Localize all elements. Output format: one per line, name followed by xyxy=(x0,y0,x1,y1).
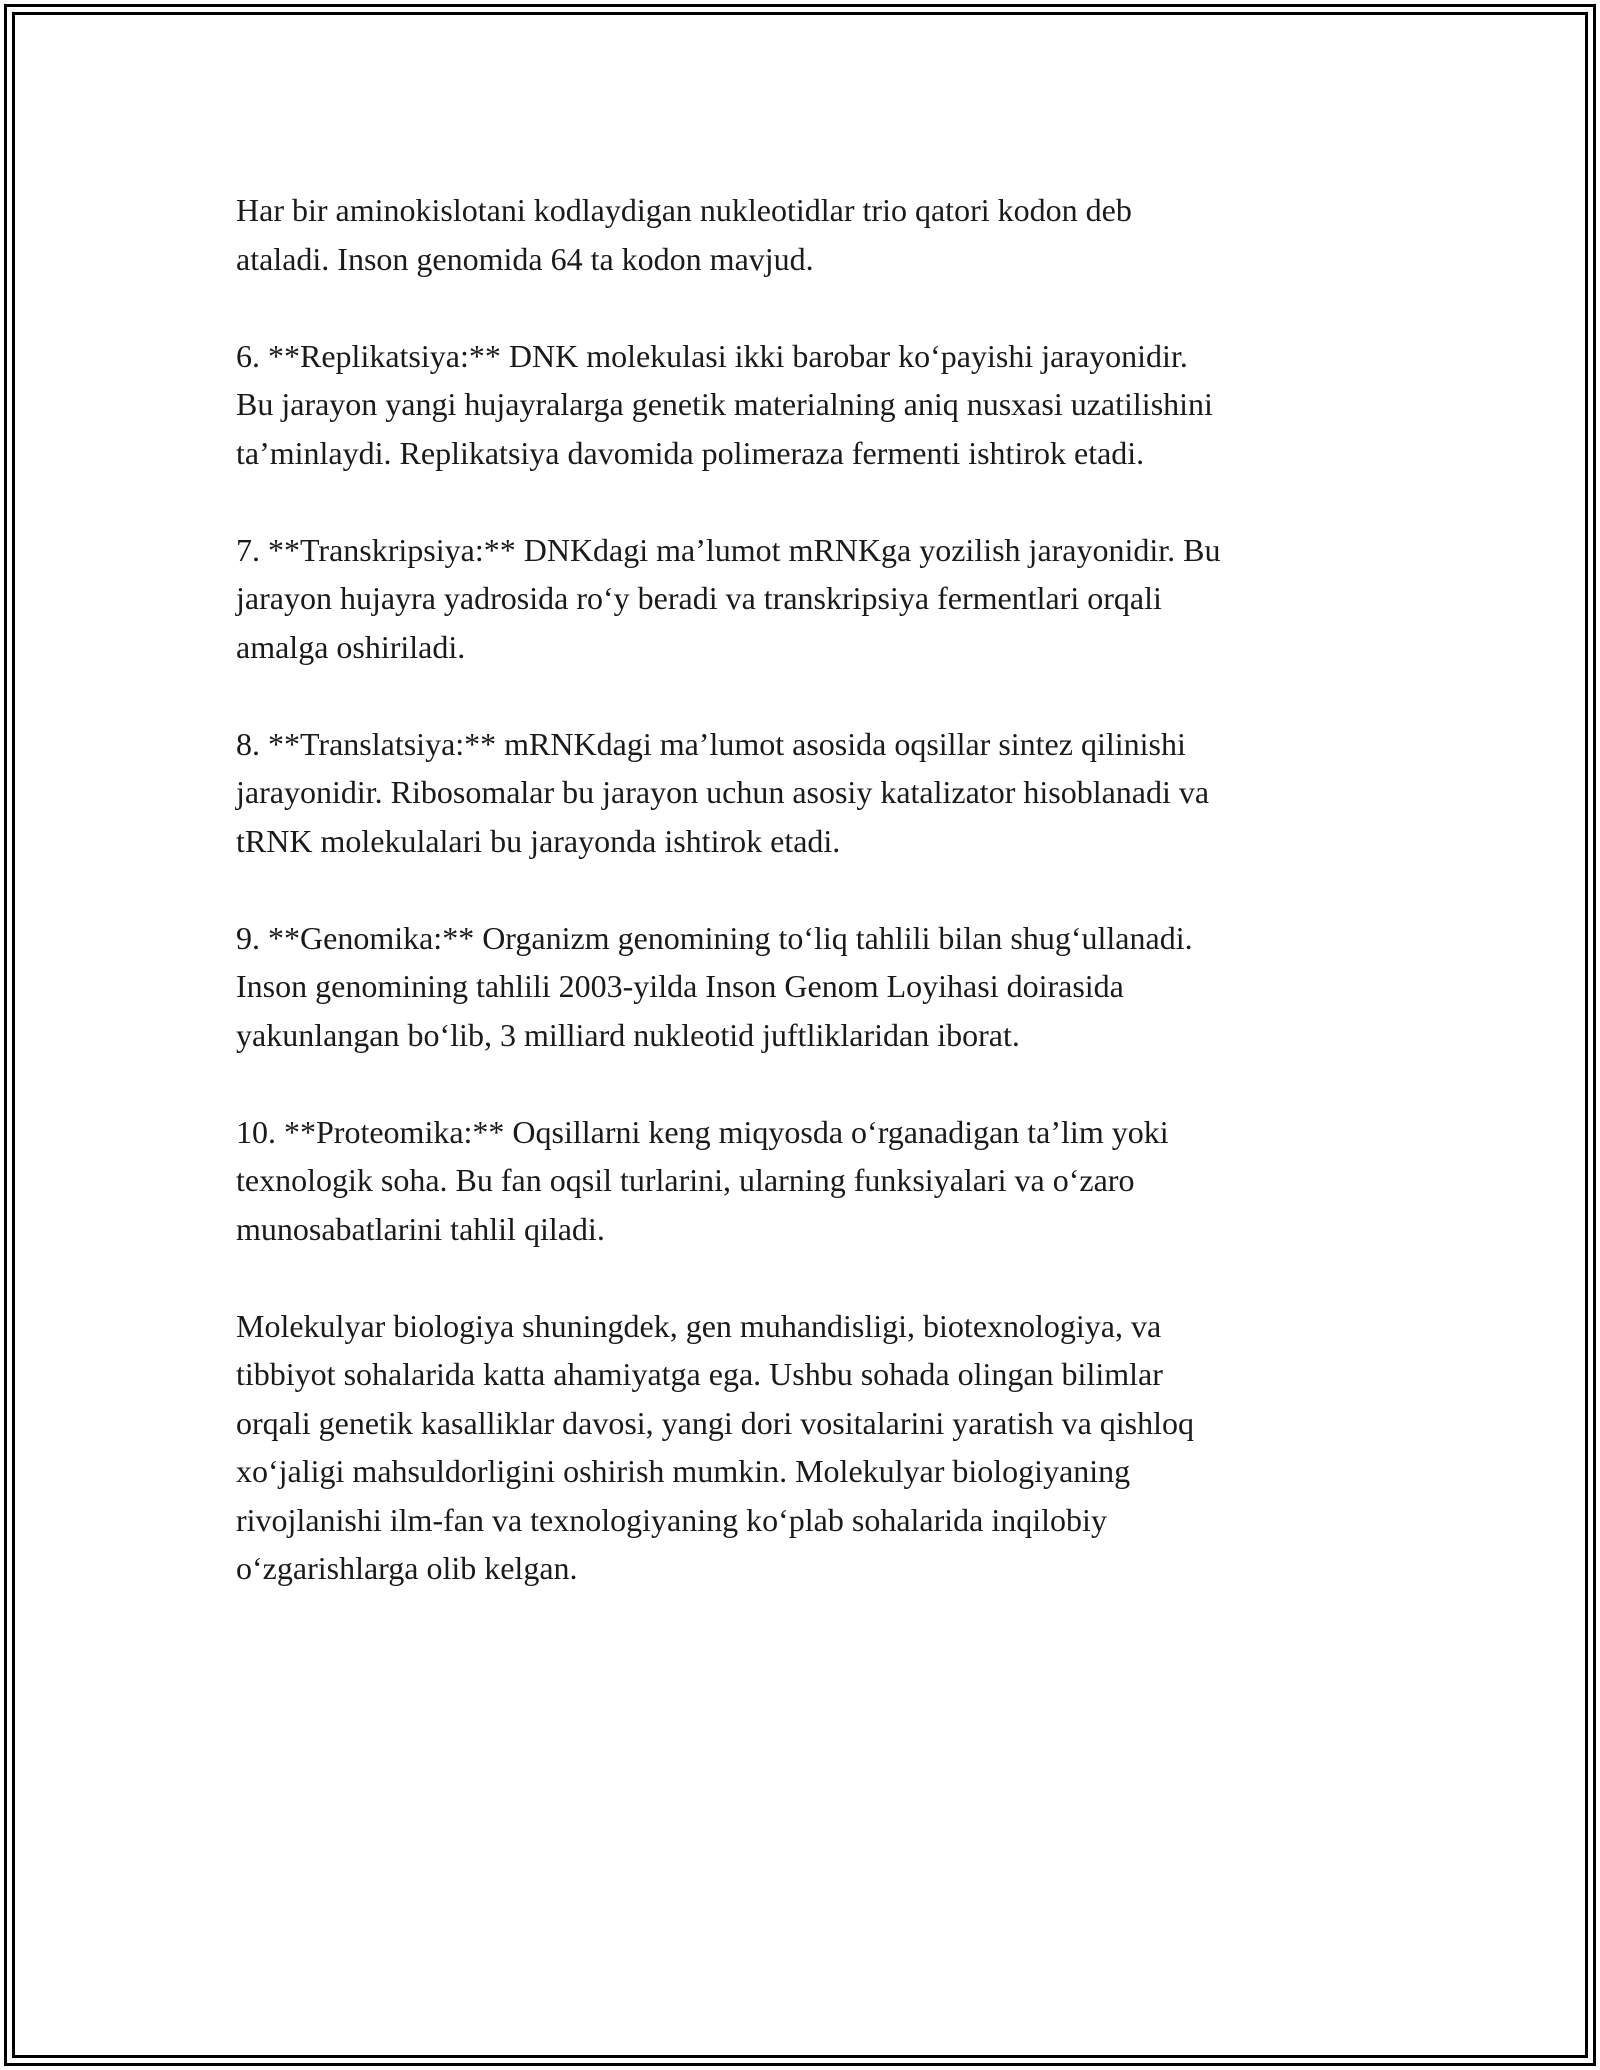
paragraph-genomics: 9. **Genomika:** Organizm genomining to‘liq tahlili bilan shug‘ullanadi. Inson genomining tahlili 2003-yilda Inson Genom Loyihasi doirasida yakunlangan bo‘lib, 3 milliard nukleotid juftliklaridan iborat. xyxy=(236,919,1193,1053)
paragraph-codon: Har bir aminokislotani kodlaydigan nukleotidlar trio qatori kodon deb ataladi. Inson genomida 64 ta kodon mavjud. xyxy=(236,192,1132,277)
paragraph-translation: 8. **Translatsiya:** mRNKdagi ma’lumot asosida oqsillar sintez qilinishi jarayonidir. Ribosomalar bu jarayon uchun asosiy katalizator hisoblanadi va tRNK molekulalari bu jarayonda ishtirok etadi. xyxy=(236,725,1210,859)
paragraph-transcription: 7. **Transkripsiya:** DNKdagi ma’lumot mRNKga yozilish jarayonidir. Bu jarayon hujayra yadrosida ro‘y beradi va transkripsiya fermentlari orqali amalga oshiriladi. xyxy=(236,531,1221,665)
paragraph-replication: 6. **Replikatsiya:** DNK molekulasi ikki barobar ko‘payishi jarayonidir. Bu jarayon yangi hujayralarga genetik materialning aniq nusxasi uzatilishini ta’minlaydi. Replikatsiya davomida polimeraza fermenti ishtirok etadi. xyxy=(236,337,1213,471)
paragraph-proteomics: 10. **Proteomika:** Oqsillarni keng miqyosda o‘rganadigan ta’lim yoki texnologik soha. Bu fan oqsil turlarini, ularning funksiyalari va o‘zaro munosabatlarini tahlil qiladi. xyxy=(236,1113,1169,1247)
document-body xyxy=(236,186,1396,1641)
paragraph-conclusion: Molekulyar biologiya shuningdek, gen muhandisligi, biotexnologiya, va tibbiyot sohalarida katta ahamiyatga ega. Ushbu sohada olingan bilimlar orqali genetik kasalliklar davosi, yangi dori vositalarini yaratish va qishloq xo‘jaligi mahsuldorligini oshirish mumkin. Molekulyar biologiyaning rivojlanishi ilm-fan va texnologiyaning ko‘plab sohalarida inqilobiy o‘zgarishlarga olib kelgan. xyxy=(236,1307,1194,1586)
